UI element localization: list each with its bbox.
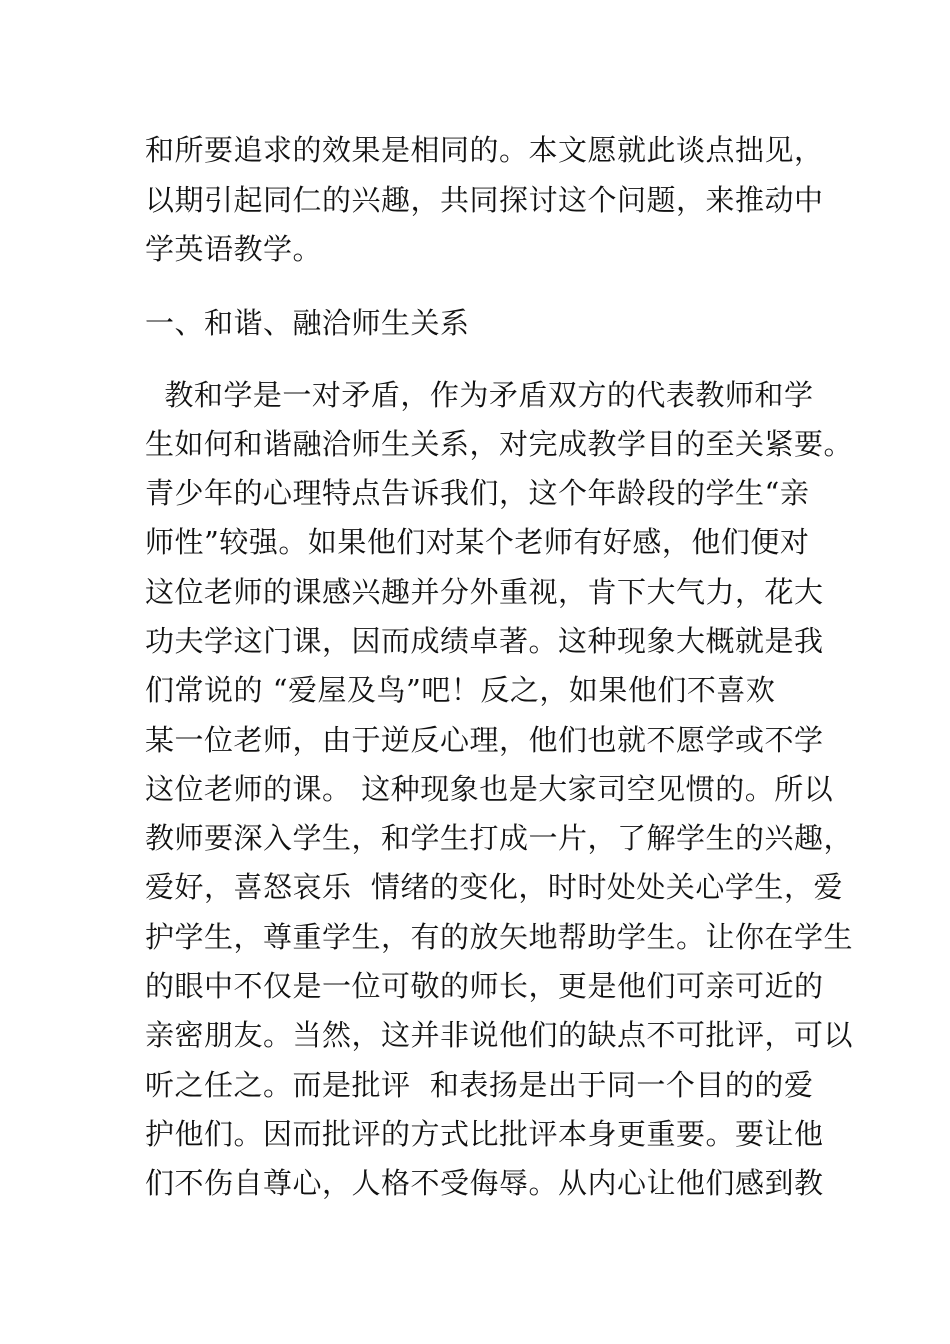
section-heading: 一、和谐、融洽师生关系 — [145, 306, 470, 340]
body-line-2: 生如何和谐融洽师生关系，对完成教学目的至关紧要。 — [145, 427, 854, 461]
intro-line-2: 以期引起同仁的兴趣，共同探讨这个问题，来推动中 — [145, 183, 824, 217]
body-line-16: 护他们。因而批评的方式比批评本身更重要。要让他 — [145, 1117, 824, 1151]
body-line-14: 亲密朋友。当然，这并非说他们的缺点不可批评，可以 — [145, 1018, 854, 1052]
body-line-5: 这位老师的课感兴趣并分外重视，肯下大气力，花大 — [145, 575, 824, 609]
body-line-3: 青少年的心理特点告诉我们，这个年龄段的学生“亲 — [145, 476, 810, 510]
body-line-6: 功夫学这门课，因而成绩卓著。这种现象大概就是我 — [145, 624, 824, 658]
body-line-11: 爱好，喜怒哀乐 情绪的变化，时时处处关心学生，爱 — [145, 870, 843, 904]
intro-line-1: 和所要追求的效果是相同的。本文愿就此谈点拙见， — [145, 133, 824, 167]
body-line-15: 听之任之。而是批评 和表扬是出于同一个目的的爱 — [145, 1068, 814, 1102]
body-line-4: 师性”较强。如果他们对某个老师有好感，他们便对 — [145, 525, 810, 559]
intro-line-3: 学英语教学。 — [145, 232, 323, 266]
body-line-10: 教师要深入学生，和学生打成一片，了解学生的兴趣， — [145, 821, 854, 855]
body-line-8: 某一位老师，由于逆反心理，他们也就不愿学或不学 — [145, 723, 824, 757]
body-line-17: 们不伤自尊心，人格不受侮辱。从内心让他们感到教 — [145, 1166, 824, 1200]
body-line-13: 的眼中不仅是一位可敬的师长，更是他们可亲可近的 — [145, 969, 824, 1003]
body-line-1: 教和学是一对矛盾，作为矛盾双方的代表教师和学 — [145, 378, 814, 412]
body-line-9: 这位老师的课。 这种现象也是大家司空见惯的。所以 — [145, 772, 834, 806]
body-line-12: 护学生，尊重学生，有的放矢地帮助学生。让你在学生 — [145, 920, 854, 954]
body-line-7: 们常说的 “爱屋及鸟”吧！反之，如果他们不喜欢 — [145, 673, 776, 707]
